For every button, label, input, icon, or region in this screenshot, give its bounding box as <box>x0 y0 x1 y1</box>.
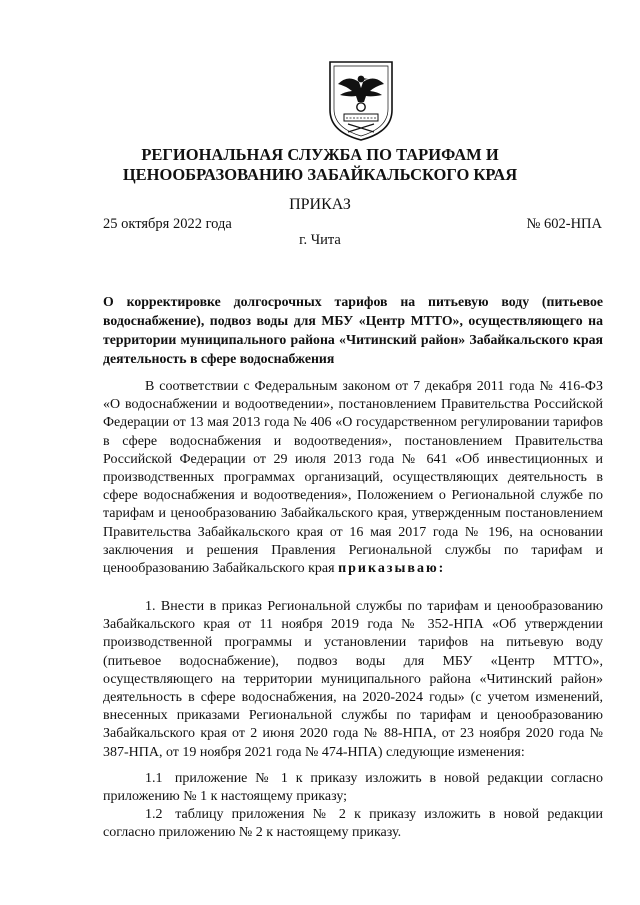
document-date: 25 октября 2022 года <box>103 216 232 232</box>
document-city: г. Чита <box>299 232 341 248</box>
document-type: ПРИКАЗ <box>289 196 351 213</box>
clause-1-1-number: 1.1 <box>145 771 163 786</box>
clause-1-1-text: приложение № 1 к приказу изложить в новой редакции согласно приложению № 1 к настоящему приказу; <box>103 771 603 805</box>
agency-title <box>60 145 580 185</box>
agency-title-line2: ЦЕНООБРАЗОВАНИЮ ЗАБАЙКАЛЬСКОГО КРАЯ <box>122 165 518 184</box>
agency-title-line1: РЕГИОНАЛЬНАЯ СЛУЖБА ПО ТАРИФАМ И <box>141 145 499 164</box>
clause-1-1-paragraph <box>103 770 603 806</box>
preamble-paragraph <box>103 378 603 578</box>
clause-1-paragraph: 1. Внести в приказ Региональной службы по тарифам и ценообразованию Забайкальского края от 11 ноября 2019 года № 352-НПА «Об утверждении производственной программы и установлении тарифов на питьевую воду (питьевое водоснабжение), подвоз воды для МБУ «Центр МТТО», осуществляющего на территории муниципального района «Читинский район» деятельность в сфере водоснабжения, на 2020-2024 годы» (с учетом изменений, внесенных приказами Региональной службы по тарифам и ценообразованию Забайкальского края от 2 июня 2020 года № 88-НПА, от 23 ноября 2020 года № 387-НПА, от 19 ноября 2021 года № 474-НПА) следующие изменения: <box>103 599 603 760</box>
clause-1-2-text: таблицу приложения № 2 к приказу изложить в новой редакции согласно приложению № 2 к настоящему приказу. <box>103 807 603 841</box>
clause-1-2-number: 1.2 <box>145 807 163 822</box>
document-subject: О корректировке долгосрочных тарифов на питьевую воду (питьевое водоснабжение), подвоз воды для МБУ «Центр МТТО», осуществляющего на территории муниципального района «Читинский район» Забайкальского края деятельность в сфере водоснабжения <box>103 294 603 366</box>
order-keyword: приказываю: <box>338 561 446 577</box>
document-number: № 602-НПА <box>526 216 602 232</box>
clause-1-2-paragraph <box>103 806 603 842</box>
coat-of-arms-icon <box>326 60 396 142</box>
preamble-text: В соответствии с Федеральным законом от 7 декабря 2011 года № 416-ФЗ «О водоснабжении и водоотведении», постановлением Правительства Российской Федерации от 13 мая 2013 года № 406 «О государственном регулировании тарифов в сфере водоснабжения и водоотведения», постановлением Правительства Российской Федерации от 29 июля 2013 года № 641 «Об инвестиционных и производственных программах организаций, осуществляющих деятельность в сфере водоснабжения и водоотведения», Положением о Региональной службе по тарифам и ценообразованию Забайкальского края, утвержденным постановлением Правительства Забайкальского края от 16 мая 2017 года № 196, на основании заключения и решения Правления Региональной службы по тарифам и ценообразованию Забайкальского края <box>103 379 603 577</box>
